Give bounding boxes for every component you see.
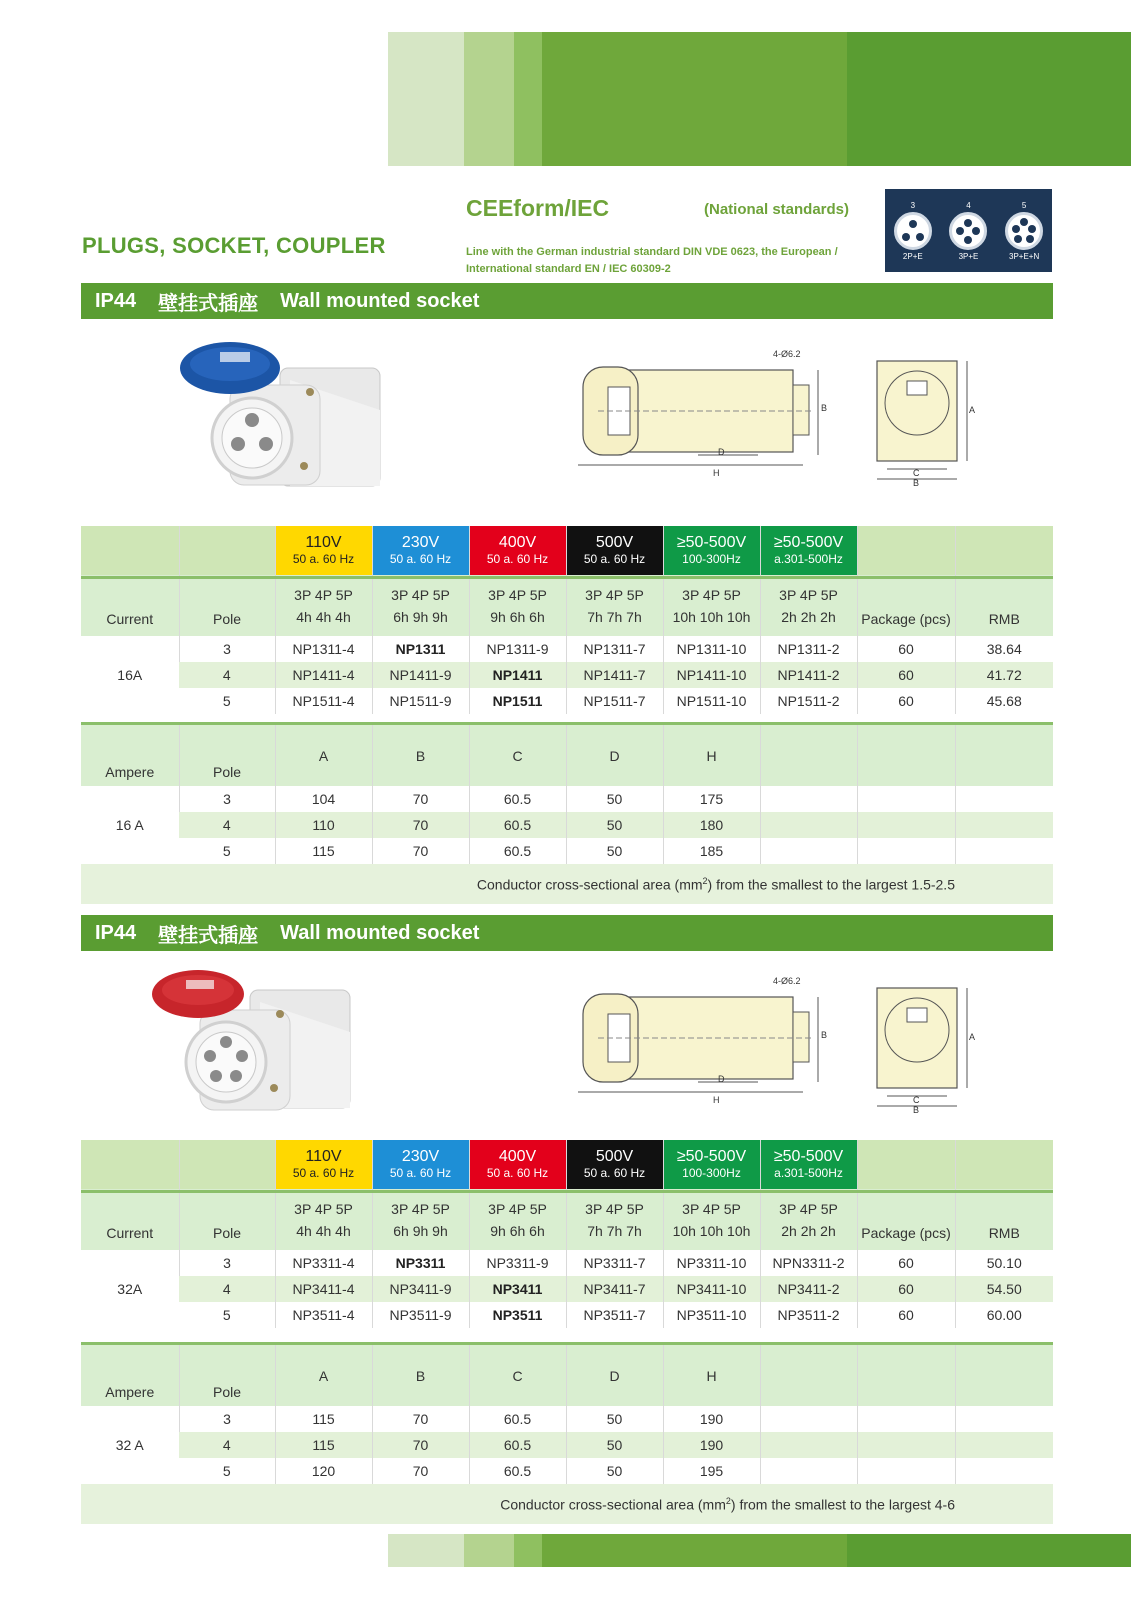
divider [81,576,1053,579]
voltage-50-500v-a: ≥50-500V 100-300Hz [663,1140,760,1189]
pin-4-icon [949,212,987,250]
national-standards-label: (National standards) [704,201,850,218]
pole-header: Pole [179,1189,275,1250]
table-row: 16A 3 NP1311-4 NP1311 NP1311-9 NP1311-7 NP1311-10 NP1311-2 60 38.64 [81,636,1053,662]
technical-drawing-side-1 [578,345,838,485]
ampere-header: Ampere [81,725,179,786]
pole-hours: 3P 4P 5P 4h 4h 4h [275,1189,372,1250]
table-row: 5 NP1511-4 NP1511-9 NP1511 NP1511-7 NP1511-10 NP1511-2 60 45.68 [81,688,1053,714]
price-table-16a [81,526,1053,714]
pin-config-5: 5 3P+E+N [1005,201,1043,261]
package-header: Package (pcs) [857,575,955,636]
conductor-note: Conductor cross-sectional area $(mm^2)$ from the smallest to the largest 4-6 [81,1484,1053,1524]
brand-title: PLUGS, SOCKET, COUPLER [82,233,386,258]
table-row: 32A 3 NP3311-4 NP3311 NP3311-9 NP3311-7 NP3311-10 NPN3311-2 60 50.10 [81,1250,1053,1276]
svg-text:4-Ø6.2: 4-Ø6.2 [773,976,801,986]
divider [81,1190,1053,1193]
pole-hours: 3P 4P 5P 6h 9h 9h [372,575,469,636]
table-row: 16 A 3 104 70 60.5 50 175 [81,786,1053,812]
table-row: 5 NP3511-4 NP3511-9 NP3511 NP3511-7 NP3511-10 NP3511-2 60 60.00 [81,1302,1053,1328]
svg-text:D: D [718,447,725,457]
price-table-32a [81,1140,1053,1328]
svg-text:A: A [969,405,976,415]
rmb-header: RMB [955,575,1053,636]
ampere-header: Ampere [81,1345,179,1406]
table-row: 4 110 70 60.5 50 180 [81,812,1053,838]
svg-text:B: B [913,1105,920,1115]
conductor-note: Conductor cross-sectional area $(mm^2)$ from the smallest to the largest 1.5-2.5 [81,864,1053,904]
voltage-50-500v-b: ≥50-500V a.301-500Hz [760,526,857,575]
technical-drawing-front-1 [872,353,982,488]
pin-config-3: 3 2P+E [894,201,932,261]
ampere-value: 16 A [81,786,179,864]
technical-drawing-front-2 [872,980,982,1115]
current-value: 16A [81,636,179,714]
technical-drawing-side-2 [578,972,838,1112]
pin-configuration-logo [885,189,1052,272]
svg-text:C: C [913,468,920,478]
socket-image-blue [180,340,395,500]
dimension-table-32a: Ampere Pole A B C D H 32 A 3 115 70 60.5 50 190 4 115 70 60.5 50 190 5 120 70 60.5 50 195 Conductor cross-sectional area $(mm^2)$ from the smallest to the largest 4-6 [81,1345,1053,1524]
pole-header: Pole [179,1345,275,1406]
voltage-400v: 400V 50 a. 60 Hz [469,1140,566,1189]
pole-hours: 3P 4P 5P 7h 7h 7h [566,575,663,636]
voltage-230v: 230V 50 a. 60 Hz [372,1140,469,1189]
svg-text:H: H [713,468,720,478]
pole-header: Pole [179,725,275,786]
pole-hours: 3P 4P 5P 10h 10h 10h [663,575,760,636]
svg-text:H: H [713,1095,720,1105]
pole-hours: 3P 4P 5P 9h 6h 6h [469,575,566,636]
voltage-500v: 500V 50 a. 60 Hz [566,526,663,575]
pole-hours: 3P 4P 5P 10h 10h 10h [663,1189,760,1250]
svg-text:D: D [718,1074,725,1084]
svg-text:B: B [913,478,920,488]
cee-title: CEEform/IEC [466,195,610,221]
section-1-bar: IP44 壁挂式插座 Wall mounted socket [81,283,1053,319]
table-row: 32 A 3 115 70 60.5 50 190 [81,1406,1053,1432]
dimension-table-16a: Ampere Pole A B C D H 16 A 3 104 70 60.5 50 175 4 110 70 60.5 50 180 5 115 70 60.5 50 185 Conductor cross-sectional area $(mm^2)$ from the smallest to the largest 1.5-2.5 [81,725,1053,904]
current-value: 32A [81,1250,179,1328]
table-row: 5 120 70 60.5 50 195 [81,1458,1053,1484]
pin-3-icon [894,212,932,250]
pole-hours: 3P 4P 5P 9h 6h 6h [469,1189,566,1250]
bottom-color-band [388,1534,1131,1567]
voltage-400v: 400V 50 a. 60 Hz [469,526,566,575]
voltage-230v: 230V 50 a. 60 Hz [372,526,469,575]
pin-config-4: 4 3P+E [949,201,987,261]
rmb-header: RMB [955,1189,1053,1250]
current-header: Current [81,575,179,636]
voltage-50-500v-a: ≥50-500V 100-300Hz [663,526,760,575]
svg-text:B: B [821,403,828,413]
top-color-band [388,32,1131,166]
pole-hours: 3P 4P 5P 6h 9h 9h [372,1189,469,1250]
section-2-bar: IP44 壁挂式插座 Wall mounted socket [81,915,1053,951]
voltage-110v: 110V 50 a. 60 Hz [275,1140,372,1189]
pole-hours: 3P 4P 5P 4h 4h 4h [275,575,372,636]
pin-5-icon [1005,212,1043,250]
table-row: 4 NP3411-4 NP3411-9 NP3411 NP3411-7 NP3411-10 NP3411-2 60 54.50 [81,1276,1053,1302]
voltage-500v: 500V 50 a. 60 Hz [566,1140,663,1189]
pole-hours: 3P 4P 5P 7h 7h 7h [566,1189,663,1250]
svg-text:C: C [913,1095,920,1105]
pole-header: Pole [179,575,275,636]
voltage-110v: 110V 50 a. 60 Hz [275,526,372,575]
voltage-50-500v-b: ≥50-500V a.301-500Hz [760,1140,857,1189]
pole-hours: 3P 4P 5P 2h 2h 2h [760,575,857,636]
current-header: Current [81,1189,179,1250]
table-row: 4 NP1411-4 NP1411-9 NP1411 NP1411-7 NP1411-10 NP1411-2 60 41.72 [81,662,1053,688]
table-row: 5 115 70 60.5 50 185 [81,838,1053,864]
socket-image-red [150,970,365,1130]
table-row: 4 115 70 60.5 50 190 [81,1432,1053,1458]
standard-description: Line with the German industrial standard DIN VDE 0623, the European / International standard EN / IEC 60309-2 [466,246,838,275]
svg-text:B: B [821,1030,828,1040]
svg-text:A: A [969,1032,976,1042]
ampere-value: 32 A [81,1406,179,1484]
pole-hours: 3P 4P 5P 2h 2h 2h [760,1189,857,1250]
svg-text:4-Ø6.2: 4-Ø6.2 [773,349,801,359]
package-header: Package (pcs) [857,1189,955,1250]
